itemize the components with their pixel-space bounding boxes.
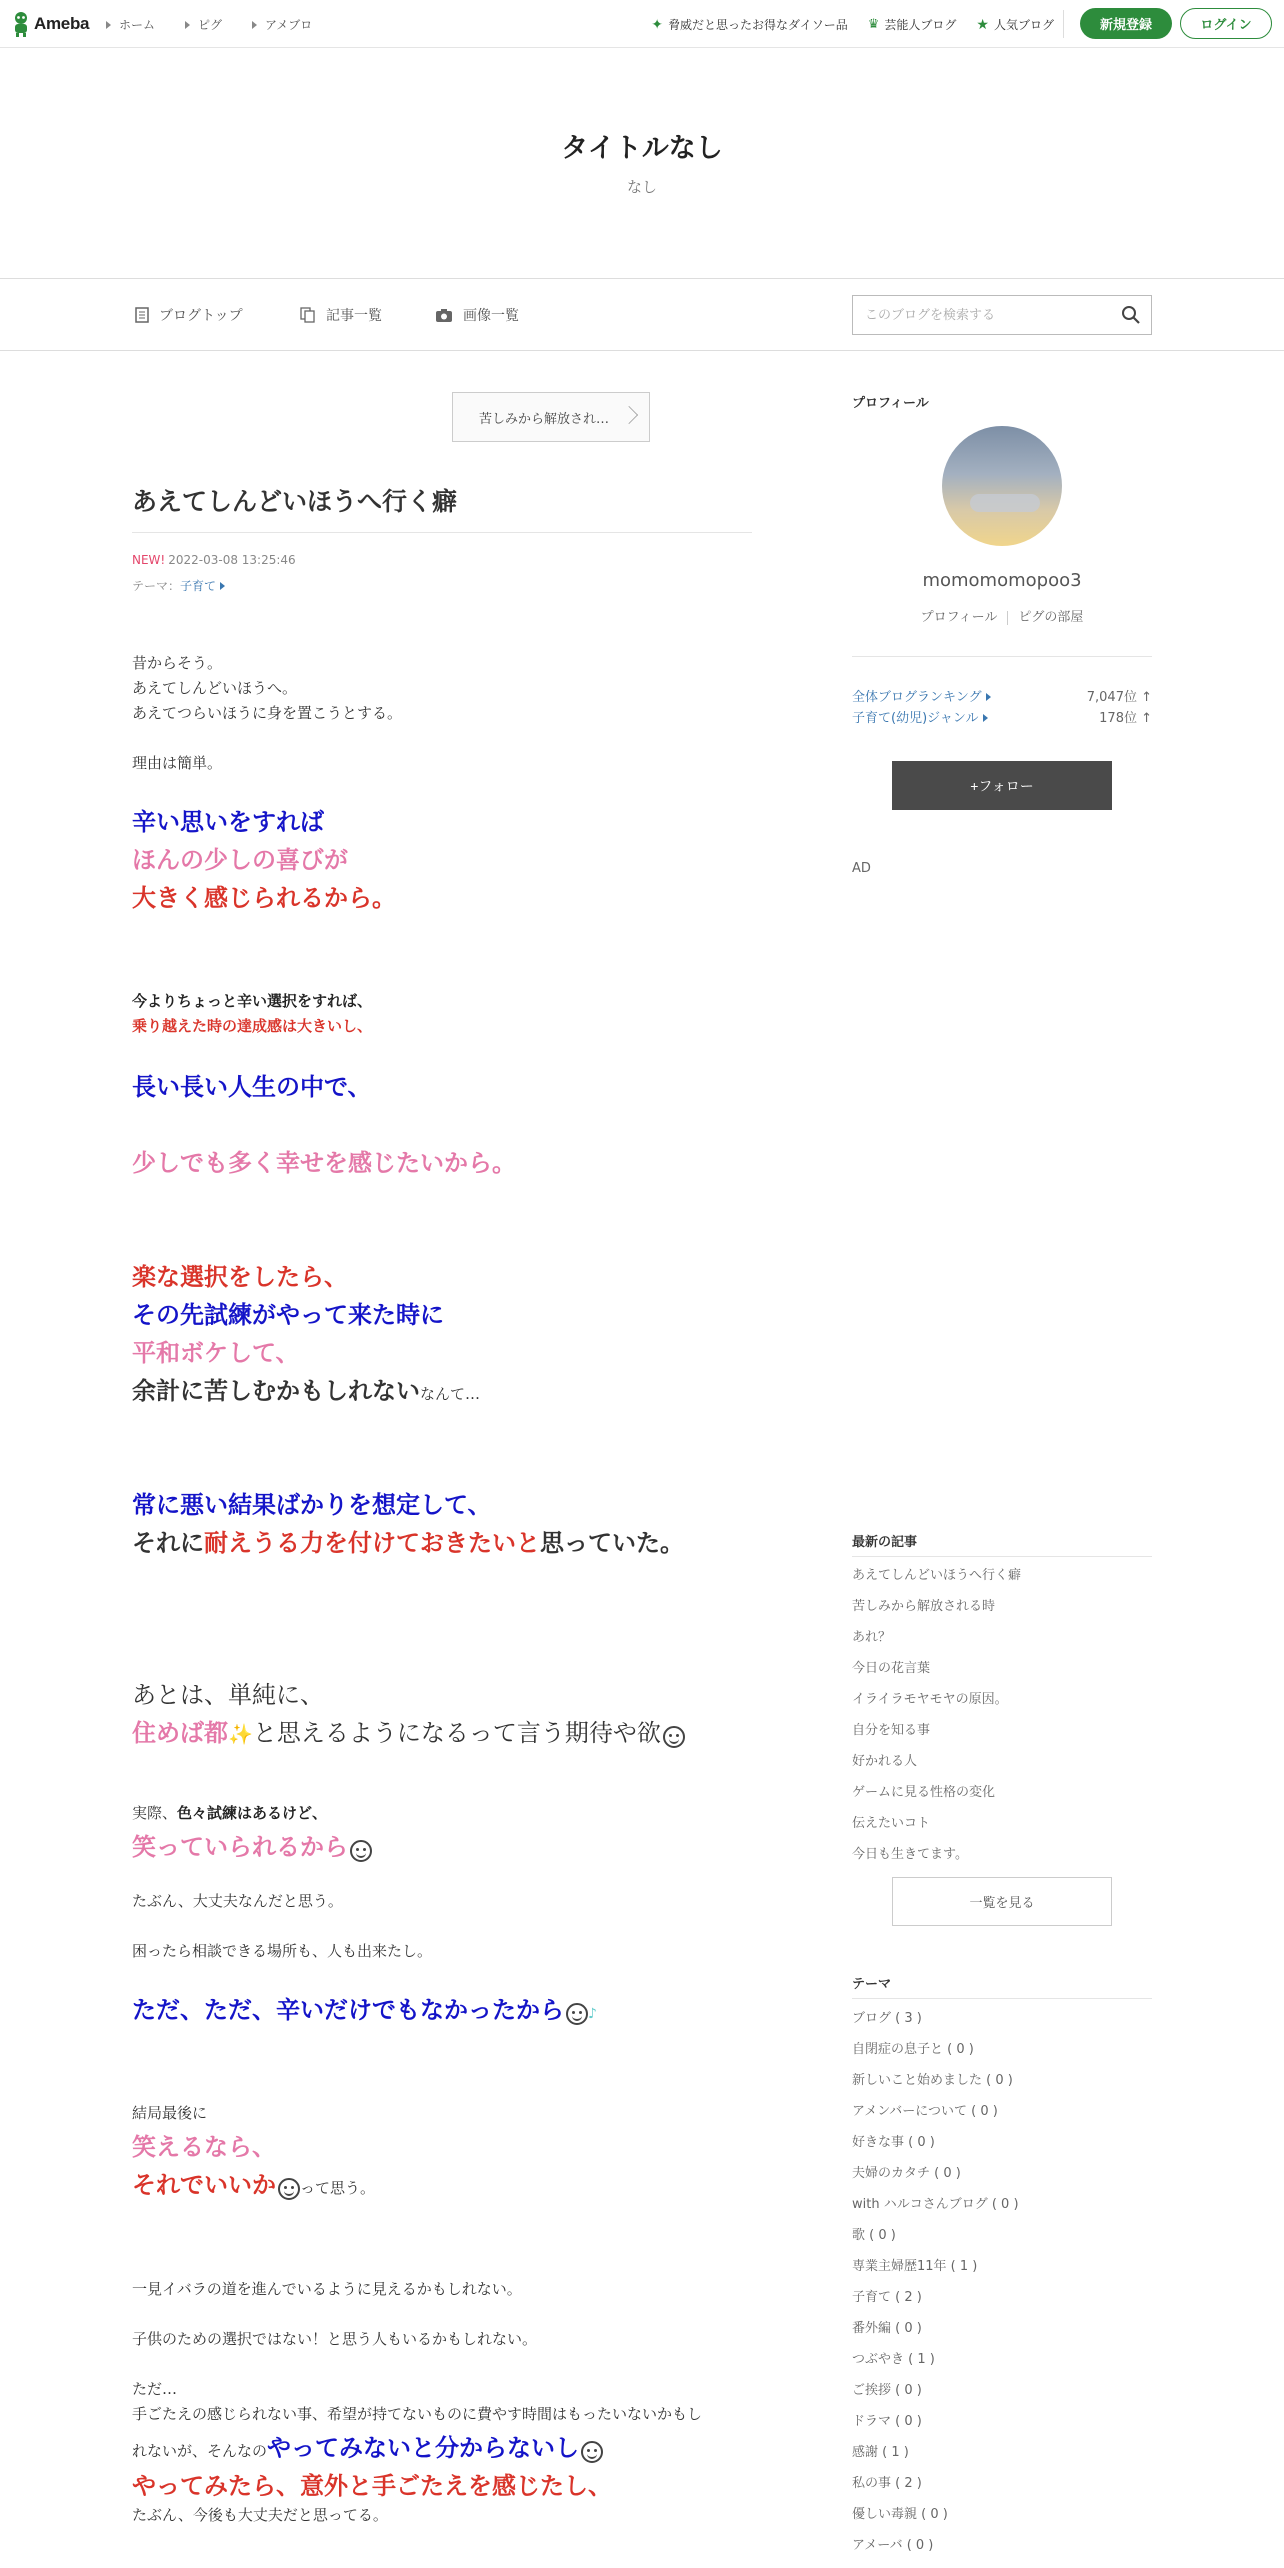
nav-label: 人気ブログ bbox=[993, 18, 1054, 32]
nav-celeb[interactable] bbox=[868, 16, 957, 33]
recent-article[interactable]: 苦しみから解放される時 bbox=[852, 1599, 996, 1614]
prev-article-label: 苦しみから解放され… bbox=[479, 411, 610, 427]
ranking-label: 子育て(幼児)ジャンル bbox=[852, 711, 979, 726]
body-span: それに bbox=[132, 1529, 204, 1557]
document-icon bbox=[135, 307, 149, 323]
body-line: 大きく感じられるから。 bbox=[132, 884, 396, 912]
profile-heading: プロフィール bbox=[852, 396, 929, 411]
body-span: れないが、そんなの bbox=[132, 2442, 268, 2460]
body-span: ただ、ただ、辛いだけでもなかったから bbox=[132, 1996, 564, 2024]
profile-links bbox=[852, 606, 1152, 625]
body-line bbox=[132, 1990, 597, 2025]
article-date: 2022-03-08 13:25:46 bbox=[168, 553, 296, 567]
theme-item[interactable]: 歌 ( 0 ) bbox=[852, 2228, 896, 2243]
recent-article[interactable]: あえてしんどいほうへ行く癖 bbox=[852, 1568, 1022, 1583]
follow-button[interactable]: +フォロー bbox=[892, 761, 1112, 810]
body-line: その先試練がやって来た時に bbox=[132, 1301, 444, 1329]
body-line: 辛い思いをすれば bbox=[132, 808, 324, 836]
body-line: たぶん、大丈夫なんだと思う。 bbox=[132, 1892, 343, 1910]
avatar-cloud bbox=[970, 494, 1040, 512]
new-badge: NEW! bbox=[132, 553, 166, 567]
recent-article[interactable]: 自分を知る事 bbox=[852, 1723, 931, 1738]
smile-emoji-icon bbox=[581, 2441, 603, 2463]
ranking-genre[interactable] bbox=[852, 707, 1152, 726]
theme-item[interactable]: 感謝 ( 1 ) bbox=[852, 2445, 909, 2460]
header-divider bbox=[1063, 10, 1064, 38]
recent-article[interactable]: 今日も生きてます。 bbox=[852, 1847, 968, 1862]
article-meta bbox=[132, 553, 296, 567]
recent-article[interactable]: ゲームに見る性格の変化 bbox=[852, 1785, 996, 1800]
body-span: 住めば都 bbox=[132, 1719, 228, 1747]
theme-item[interactable]: ドラマ ( 0 ) bbox=[852, 2414, 922, 2429]
body-line: あえてしんどいほうへ。 bbox=[132, 679, 298, 697]
nav-label: ピグ bbox=[198, 18, 223, 32]
body-span: 耐えうる力を付けておきたいと bbox=[204, 1529, 540, 1557]
ameba-mascot-icon bbox=[12, 11, 30, 37]
pig-room-link[interactable]: ピグの部屋 bbox=[1018, 610, 1084, 625]
body-span: 笑っていられるから bbox=[132, 1833, 348, 1861]
sparkle-icon: ✦ bbox=[651, 16, 663, 33]
recent-article[interactable]: あれ？ bbox=[852, 1630, 892, 1645]
theme-link[interactable]: 子育て bbox=[180, 579, 217, 593]
tab-images[interactable] bbox=[435, 305, 519, 325]
chevron-right-icon bbox=[983, 714, 988, 722]
recent-article[interactable]: 好かれる人 bbox=[852, 1754, 918, 1769]
tab-articles[interactable] bbox=[300, 305, 382, 325]
nav-label: ホーム bbox=[119, 18, 156, 32]
body-span: 余計に苦しむかもしれない bbox=[132, 1377, 420, 1405]
body-line bbox=[132, 1802, 327, 1823]
see-all-button[interactable]: 一覧を見る bbox=[892, 1877, 1112, 1926]
nav-label: 脅威だと思ったお得なダイソー品 bbox=[667, 18, 848, 32]
body-line: 理由は簡単。 bbox=[132, 754, 223, 772]
body-line: 平和ボケして、 bbox=[132, 1339, 300, 1367]
global-nav bbox=[106, 16, 312, 33]
theme-item[interactable]: 好きな事 ( 0 ) bbox=[852, 2135, 935, 2150]
nav-pigg[interactable] bbox=[185, 16, 222, 33]
smile-emoji-icon bbox=[278, 2178, 300, 2200]
copy-icon bbox=[300, 307, 316, 323]
bunny-emoji-icon bbox=[350, 1840, 372, 1862]
recent-article[interactable]: 伝えたいコト bbox=[852, 1816, 931, 1831]
body-line: 常に悪い結果ばかりを想定して、 bbox=[132, 1491, 492, 1519]
title-divider bbox=[132, 532, 752, 533]
body-line bbox=[132, 1371, 480, 1406]
theme-item[interactable]: 専業主婦歴11年 ( 1 ) bbox=[852, 2259, 978, 2274]
chevron-right-icon bbox=[620, 406, 638, 424]
body-line bbox=[132, 1827, 372, 1862]
body-span: 実際、 bbox=[132, 1804, 178, 1822]
recent-article[interactable]: イライラモヤモヤの原因。 bbox=[852, 1692, 1008, 1707]
theme-item[interactable]: 番外編 ( 0 ) bbox=[852, 2321, 922, 2336]
theme-item[interactable]: アメンバーについて ( 0 ) bbox=[852, 2104, 998, 2119]
chevron-right-icon bbox=[986, 693, 991, 701]
profile-username[interactable]: momomomopoo3 bbox=[922, 570, 1082, 591]
body-line: 長い長い人生の中で、 bbox=[132, 1073, 372, 1101]
body-line: ほんの少しの喜びが bbox=[132, 846, 348, 874]
nav-home[interactable] bbox=[106, 16, 155, 33]
body-line bbox=[132, 1713, 685, 1748]
body-line: 笑えるなら、 bbox=[132, 2133, 276, 2161]
theme-item[interactable]: つぶやき ( 1 ) bbox=[852, 2352, 935, 2367]
star-icon: ★ bbox=[976, 16, 989, 33]
body-line bbox=[132, 2165, 375, 2200]
body-line: たぶん、今後も大丈夫だと思ってる。 bbox=[132, 2506, 388, 2524]
body-line: 楽な選択をしたら、 bbox=[132, 1263, 348, 1291]
blog-nav bbox=[0, 278, 1284, 351]
theme-item[interactable]: 新しいこと始めました ( 0 ) bbox=[852, 2073, 1013, 2088]
global-header bbox=[0, 0, 1284, 48]
theme-item[interactable]: 夫婦のカタチ ( 0 ) bbox=[852, 2166, 961, 2181]
ranking-overall[interactable] bbox=[852, 686, 1152, 705]
ranking-label: 全体ブログランキング bbox=[852, 690, 982, 705]
article-theme bbox=[132, 577, 225, 594]
body-line: 昔からそう。 bbox=[132, 654, 223, 672]
body-span: それでいいか bbox=[132, 2171, 276, 2199]
tab-blog-top[interactable] bbox=[135, 305, 243, 325]
crown-icon: ♛ bbox=[867, 17, 880, 32]
theme-item[interactable]: 自閉症の息子と ( 0 ) bbox=[852, 2042, 974, 2057]
body-line: 手ごたえの感じられない事、希望が持てないものに費やす時間はもったいないかもし bbox=[132, 2405, 703, 2423]
ad-label: AD bbox=[852, 861, 871, 876]
theme-label: テーマ： bbox=[132, 579, 181, 593]
body-span: 色々試練はあるけど、 bbox=[177, 1804, 328, 1822]
theme-heading: テーマ bbox=[852, 1977, 892, 1992]
body-line: あえてつらいほうに身を置こうとする。 bbox=[132, 704, 403, 722]
blog-title[interactable]: タイトルなし bbox=[561, 133, 723, 164]
nav-label: アメブロ bbox=[265, 18, 313, 32]
theme-divider bbox=[852, 1998, 1152, 1999]
tab-label: 記事一覧 bbox=[326, 308, 382, 324]
body-line: 少しでも多く幸せを感じたいから。 bbox=[132, 1149, 516, 1177]
nav-ameblo[interactable] bbox=[252, 16, 312, 33]
blog-subtitle: なし bbox=[626, 178, 657, 196]
chevron-right-icon bbox=[185, 21, 190, 29]
profile-avatar[interactable] bbox=[942, 426, 1062, 546]
body-line: やってみたら、意外と手ごたえを感じたし、 bbox=[132, 2472, 612, 2500]
theme-item[interactable]: アメーバ ( 0 ) bbox=[852, 2538, 934, 2553]
theme-item[interactable]: 子育て ( 2 ) bbox=[852, 2290, 922, 2305]
body-span: 思っていた。 bbox=[540, 1529, 684, 1557]
chevron-right-icon bbox=[220, 582, 225, 590]
tab-label: ブログトップ bbox=[159, 308, 243, 324]
body-line: あとは、単純に、 bbox=[132, 1681, 324, 1709]
body-span: なんて… bbox=[420, 1385, 481, 1403]
body-line: 結局最後に bbox=[132, 2104, 208, 2122]
logo-text: Ameba bbox=[34, 14, 90, 33]
theme-item[interactable]: 優しい毒親 ( 0 ) bbox=[852, 2507, 948, 2522]
tab-label: 画像一覧 bbox=[463, 308, 519, 324]
camera-icon bbox=[435, 308, 453, 323]
recent-article[interactable]: 今日の花言葉 bbox=[852, 1661, 931, 1676]
body-line: 乗り越えた時の達成感は大きいし、 bbox=[132, 1017, 373, 1035]
register-button[interactable]: 新規登録 bbox=[1080, 8, 1172, 39]
body-line: ただ… bbox=[132, 2380, 178, 2398]
chevron-right-icon bbox=[252, 21, 257, 29]
prev-article-button[interactable] bbox=[452, 392, 650, 442]
link-divider bbox=[1007, 611, 1008, 625]
body-line bbox=[132, 2428, 603, 2463]
smile-emoji-icon bbox=[663, 1726, 685, 1748]
nav-daiso[interactable] bbox=[651, 16, 848, 33]
nav-popular[interactable] bbox=[976, 16, 1054, 33]
ameba-logo[interactable] bbox=[12, 11, 89, 37]
nav-label: 芸能人ブログ bbox=[884, 18, 957, 32]
sparkles-icon: ✨ bbox=[228, 1722, 253, 1746]
profile-link[interactable]: プロフィール bbox=[920, 610, 998, 625]
blog-search bbox=[852, 295, 1152, 335]
profile-divider bbox=[852, 656, 1152, 657]
search-input[interactable] bbox=[853, 296, 1108, 334]
body-line: 今よりちょっと辛い選択をすれば、 bbox=[132, 992, 373, 1010]
body-span: って思う。 bbox=[300, 2179, 376, 2197]
recent-divider bbox=[852, 1556, 1152, 1557]
search-icon[interactable] bbox=[1121, 305, 1141, 325]
feature-nav bbox=[651, 16, 1054, 33]
ranking-value: 178位 ↑ bbox=[1099, 711, 1152, 726]
body-line: 子供のための選択ではない！と思う人もいるかもしれない。 bbox=[132, 2330, 538, 2348]
chevron-right-icon bbox=[106, 21, 111, 29]
theme-item[interactable]: ブログ ( 3 ) bbox=[852, 2011, 922, 2026]
body-line bbox=[132, 1523, 684, 1558]
ranking-value: 7,047位 ↑ bbox=[1086, 690, 1152, 705]
smile-emoji-icon bbox=[566, 2003, 588, 2025]
recent-heading: 最新の記事 bbox=[852, 1535, 918, 1550]
note-icon: ♪ bbox=[588, 2006, 597, 2022]
article-title[interactable]: あえてしんどいほうへ行く癖 bbox=[132, 487, 458, 516]
theme-item[interactable]: 私の事 ( 2 ) bbox=[852, 2476, 922, 2491]
theme-item[interactable]: with ハルコさんブログ ( 0 ) bbox=[852, 2197, 1019, 2212]
theme-item[interactable]: ご挨拶 ( 0 ) bbox=[852, 2383, 922, 2398]
body-span: やってみないと分からないし bbox=[267, 2434, 580, 2462]
body-line: 一見イバラの道を進んでいるように見えるかもしれない。 bbox=[132, 2280, 522, 2298]
body-span: と思えるようになるって言う期待や欲 bbox=[252, 1719, 661, 1747]
login-button[interactable]: ログイン bbox=[1180, 8, 1272, 39]
body-line: 困ったら相談できる場所も、人も出来たし。 bbox=[132, 1942, 433, 1960]
